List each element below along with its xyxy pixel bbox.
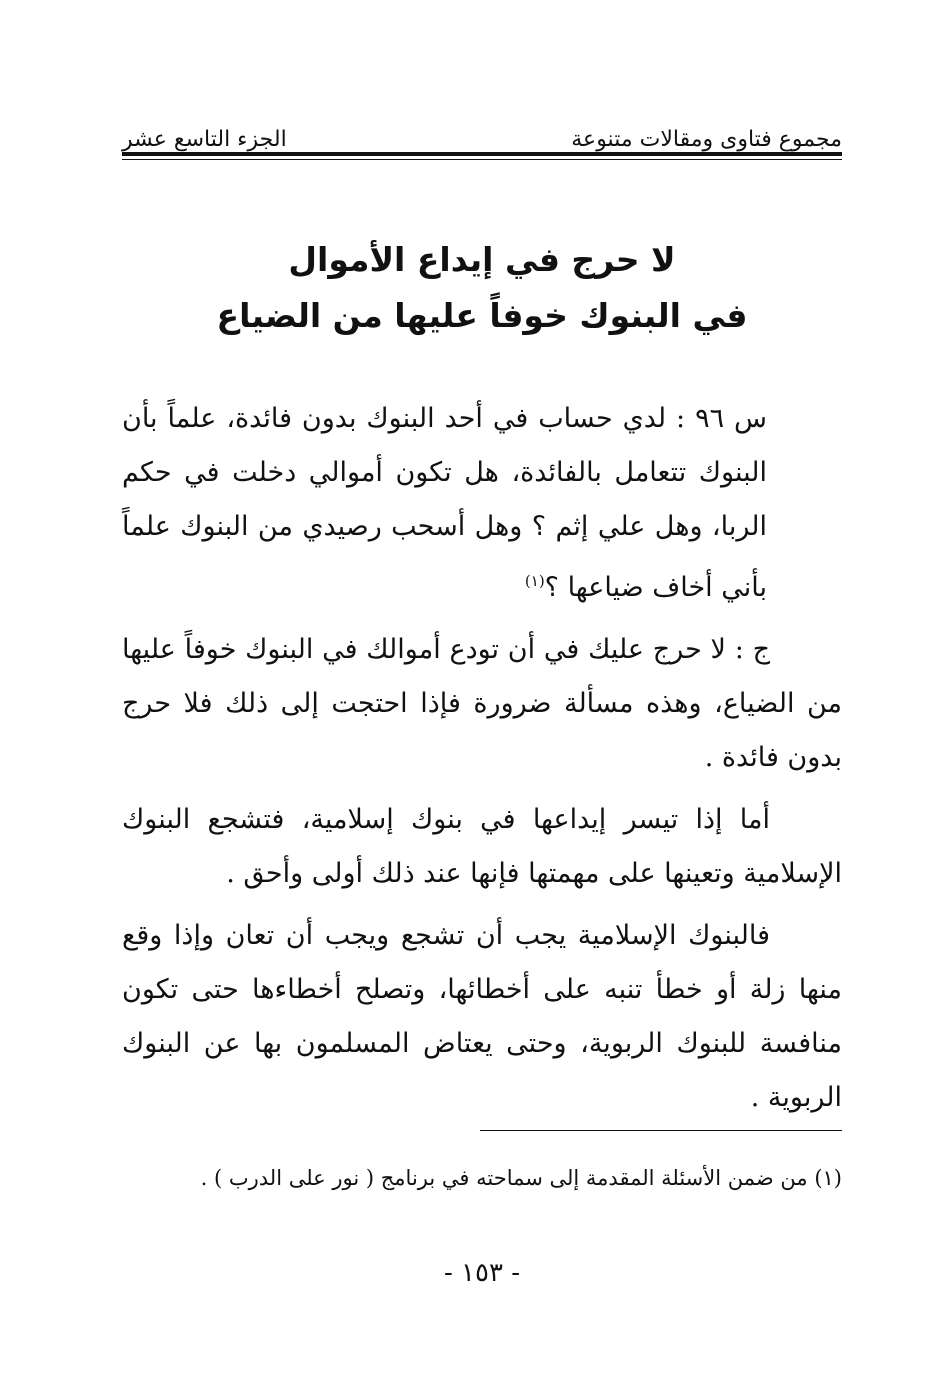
footnote-text: من ضمن الأسئلة المقدمة إلى سماحته في برنامج ( نور على الدرب ) . <box>200 1166 808 1190</box>
question-label: س ٩٦ : <box>676 403 767 434</box>
footnote-separator <box>480 1130 842 1131</box>
header-rule <box>122 152 842 156</box>
fatwa-title <box>122 232 842 344</box>
header-rule-thin <box>122 159 842 160</box>
title-line-1: لا حرج في إيداع الأموال <box>288 240 676 279</box>
answer-label: ج : <box>734 634 771 665</box>
answer-text: لا حرج عليك في أن تودع أموالك في البنوك خوفاً عليها من الضياع، وهذه مسألة ضرورة فإذا احتجت إلى ذلك فلا حرج بدون فائدة . <box>122 634 842 773</box>
footnote-marker: (١) <box>814 1166 842 1190</box>
volume-label: الجزء التاسع عشر <box>122 127 287 152</box>
body-paragraph: فالبنوك الإسلامية يجب أن تشجع ويجب أن تعان وإذا وقع منها زلة أو خطأ تنبه على أخطائها، وتصلح أخطاءها حتى تكون منافسة للبنوك الربوية، وحتى يعتاض المسلمون بها عن البنوك الربوية . <box>122 920 842 1113</box>
running-header <box>122 112 842 152</box>
question-paragraph <box>122 392 842 615</box>
book-title: مجموع فتاوى ومقالات متنوعة <box>571 127 842 152</box>
footnote-reference: (١) <box>524 572 545 590</box>
question-text: لدي حساب في أحد البنوك بدون فائدة، علماً بأن البنوك تتعامل بالفائدة، هل تكون أموالي دخلت في حكم الربا، وهل علي إثم ؟ وهل أسحب رصيدي من البنوك علماً بأني أخاف ضياعها ؟ <box>122 403 767 603</box>
footnote <box>122 1160 842 1196</box>
body-paragraph: أما إذا تيسر إيداعها في بنوك إسلامية، فتشجع البنوك الإسلامية وتعينها على مهمتها فإنها عند ذلك أولى وأحق . <box>122 804 842 889</box>
page-number: - ١٥٣ - <box>443 1258 521 1288</box>
fatwa-body <box>122 392 842 1133</box>
answer-paragraph <box>122 623 842 785</box>
title-line-2: في البنوك خوفاً عليها من الضياع <box>216 296 748 335</box>
